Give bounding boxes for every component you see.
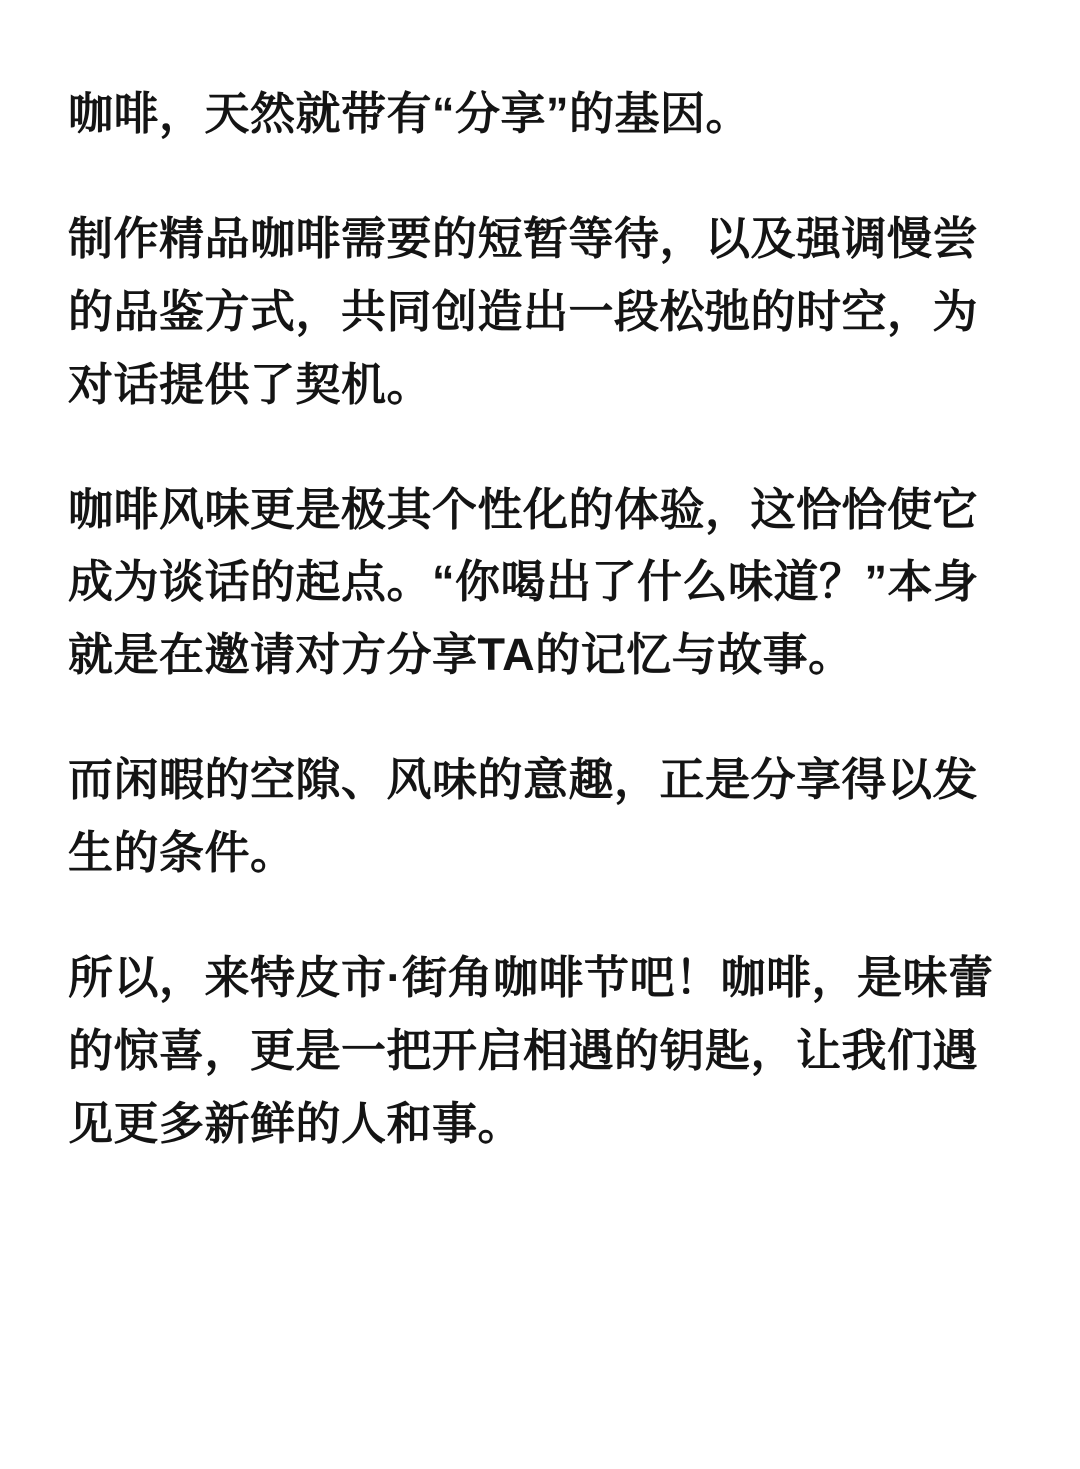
paragraph-4: 而闲暇的空隙、风味的意趣，正是分享得以发生的条件。 [68,754,979,879]
article-body [68,78,1018,1161]
paragraph-3: 咖啡风味更是极其个性化的体验，这恰恰使它成为谈话的起点。“你喝出了什么味道？”本身就是在邀请对方分享TA的记忆与故事。 [68,483,979,681]
paragraph-2: 制作精品咖啡需要的短暂等待，以及强调慢尝的品鉴方式，共同创造出一段松弛的时空，为对话提供了契机。 [68,212,979,410]
paragraph-5: 所以，来特皮市·街角咖啡节吧！咖啡，是味蕾的惊喜，更是一把开启相遇的钥匙，让我们遇见更多新鲜的人和事。 [68,952,994,1149]
paragraph-1: 咖啡，天然就带有“分享”的基因。 [68,88,752,139]
